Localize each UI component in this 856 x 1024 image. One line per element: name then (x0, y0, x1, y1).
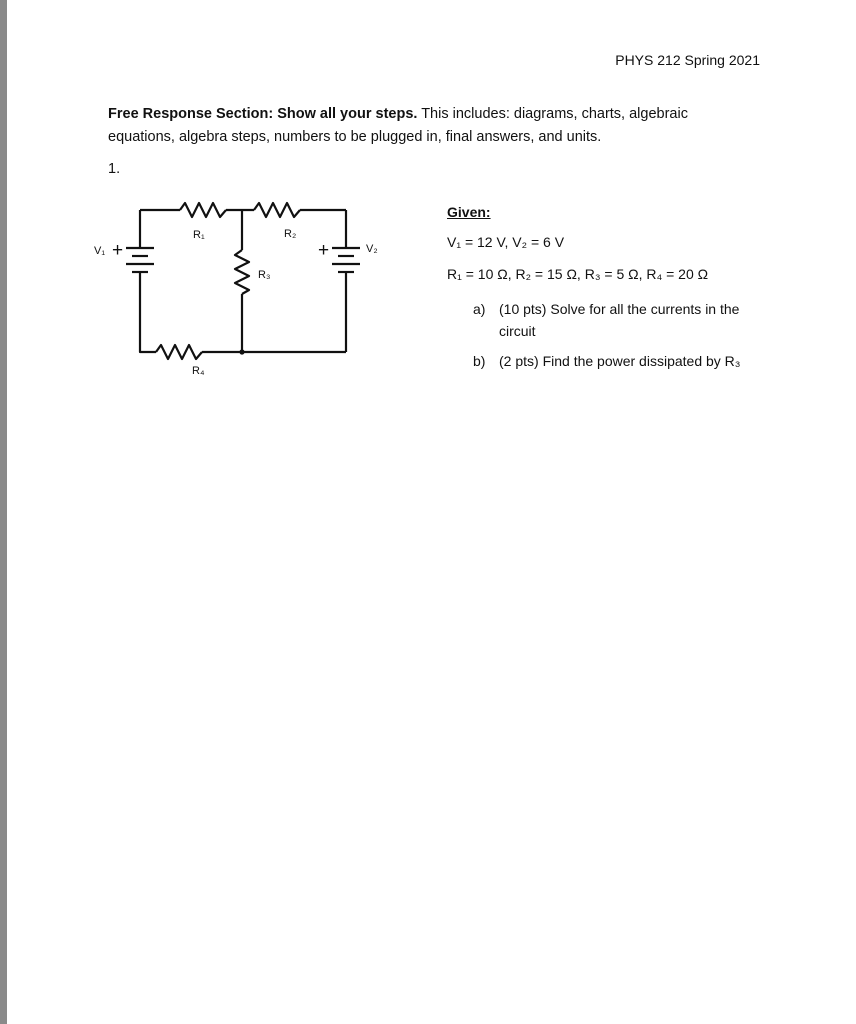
left-wire-bottom (140, 272, 156, 352)
part-a (447, 298, 777, 342)
label-v2: V₂ (366, 243, 378, 255)
section-title: Free Response Section: (108, 106, 274, 122)
question-number: 1. (108, 161, 121, 177)
steps-instruction: Show all your steps. (277, 106, 418, 122)
resistor-r1-symbol (180, 203, 226, 217)
part-label: a) (473, 301, 486, 317)
part-text: (2 pts) Find the power dissipated by R₃ (499, 353, 741, 369)
part-b (447, 350, 777, 372)
question-parts (447, 298, 777, 372)
label-r4: R₄ (192, 365, 205, 377)
junction-node (239, 349, 244, 354)
part-label: b) (473, 353, 486, 369)
course-header: PHYS 212 Spring 2021 (615, 52, 760, 68)
given-section (447, 204, 777, 380)
plus-sign-v1: + (112, 240, 124, 261)
resistor-r2-symbol (254, 203, 300, 217)
given-title: Given: (447, 204, 491, 220)
viewer-left-border (0, 0, 7, 1024)
plus-sign-v2: + (318, 240, 330, 261)
resistor-r3-symbol (235, 250, 249, 294)
label-r1: R₁ (193, 229, 205, 241)
given-resistances: R₁ = 10 Ω, R₂ = 15 Ω, R₃ = 5 Ω, R₄ = 20 Ω (447, 266, 709, 282)
part-text: (10 pts) Solve for all the currents in the circuit (499, 301, 740, 339)
label-r3: R₃ (258, 269, 271, 281)
given-voltages: V₁ = 12 V, V₂ = 6 V (447, 234, 565, 250)
instructions-body: This includes: diagrams, charts, algebraic equations, algebra steps, numbers to be plugged in, final answers, and units. (108, 106, 688, 145)
instructions (108, 103, 748, 149)
resistor-r4-symbol (156, 345, 202, 359)
label-r2: R₂ (284, 228, 297, 240)
circuit-diagram (88, 190, 398, 390)
label-v1: V₁ (94, 245, 106, 257)
